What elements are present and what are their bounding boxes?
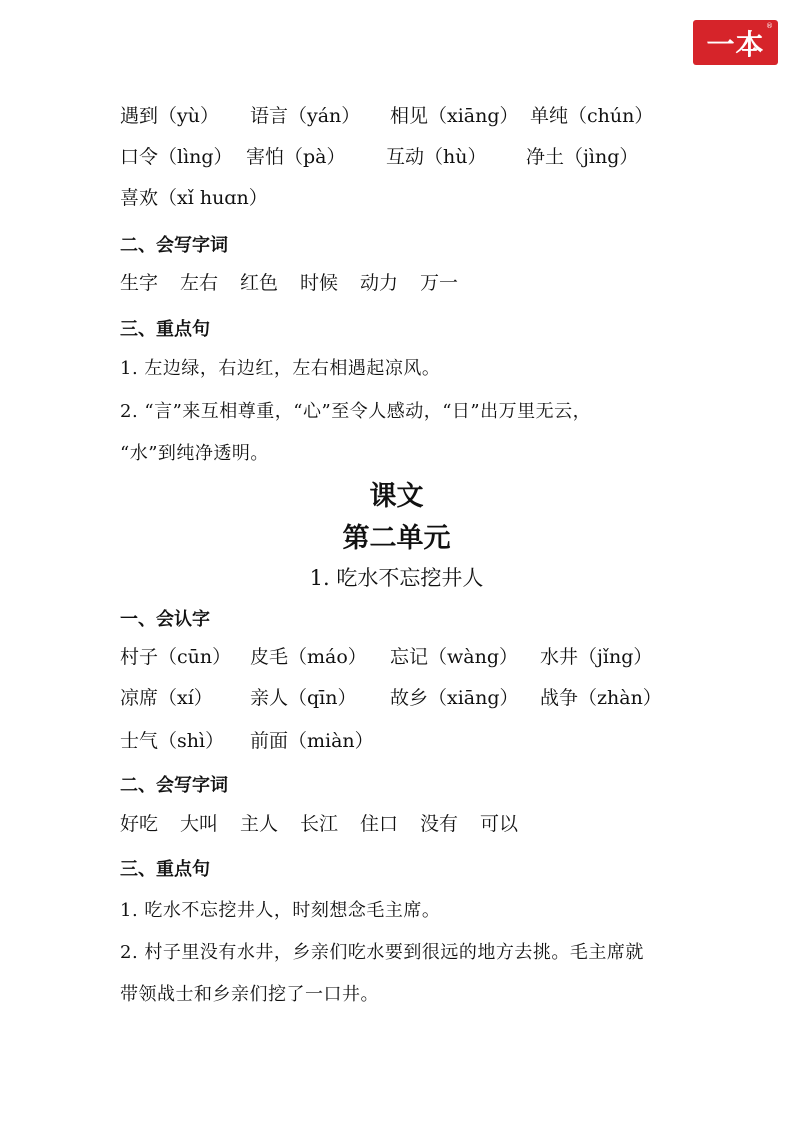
sentence-line: 2. 村子里没有水井，乡亲们吃水要到很远的地方去挑。毛主席就 xyxy=(120,942,644,963)
pinyin-item: 相见（xiāng） xyxy=(390,105,519,127)
word-item: 万一 xyxy=(420,272,459,294)
pinyin-item: 语言（yán） xyxy=(250,105,361,127)
word-item: 好吃 xyxy=(120,813,159,835)
pinyin-item: 喜欢（xǐ huɑn） xyxy=(120,187,268,209)
word-item: 可以 xyxy=(480,813,519,835)
pinyin-item: 凉席（xí） xyxy=(120,687,213,709)
main-title: 课文 xyxy=(369,481,424,512)
lesson-title: 1. 吃水不忘挖井人 xyxy=(309,566,484,590)
logo-text: 一本 xyxy=(706,27,765,61)
word-item: 时候 xyxy=(300,272,339,294)
word-item: 红色 xyxy=(240,272,279,294)
word-item: 动力 xyxy=(360,272,399,294)
pinyin-item: 士气（shì） xyxy=(120,730,225,752)
pinyin-item: 村子（cūn） xyxy=(120,646,232,668)
section-heading-write-2: 二、会写字词 xyxy=(120,775,228,796)
brand-logo xyxy=(693,20,778,65)
pinyin-item: 故乡（xiāng） xyxy=(390,687,519,709)
pinyin-item: 口令（lìng） xyxy=(120,146,233,168)
pinyin-item: 遇到（yù） xyxy=(120,105,219,127)
pinyin-item: 单纯（chún） xyxy=(530,105,654,127)
word-item: 没有 xyxy=(420,813,459,835)
word-item: 大叫 xyxy=(180,813,219,835)
pinyin-item: 害怕（pà） xyxy=(246,146,346,168)
pinyin-item: 皮毛（máo） xyxy=(250,646,367,668)
registered-mark: ® xyxy=(766,22,774,30)
unit-title: 第二单元 xyxy=(342,523,451,554)
word-item: 主人 xyxy=(240,813,279,835)
pinyin-item: 净土（jìng） xyxy=(526,146,639,168)
section-heading-sentences-2: 三、重点句 xyxy=(120,859,210,880)
sentence-line: 1. 吃水不忘挖井人，时刻想念毛主席。 xyxy=(120,900,441,921)
sentence-line: 带领战士和乡亲们挖了一口井。 xyxy=(120,984,379,1005)
pinyin-item: 亲人（qīn） xyxy=(250,687,357,709)
pinyin-item: 前面（miàn） xyxy=(250,730,374,752)
word-item: 左右 xyxy=(180,272,219,294)
word-item: 生字 xyxy=(120,272,159,294)
word-item: 住口 xyxy=(360,813,399,835)
sentence-line: 2. “言”来互相尊重，“心”至令人感动，“日”出万里无云， xyxy=(120,401,592,422)
sentence-line: 1. 左边绿，右边红，左右相遇起凉风。 xyxy=(120,358,441,379)
pinyin-item: 忘记（wàng） xyxy=(390,646,518,668)
section-heading-sentences: 三、重点句 xyxy=(120,319,210,340)
pinyin-item: 战争（zhàn） xyxy=(540,687,662,709)
word-item: 长江 xyxy=(300,813,339,835)
pinyin-item: 互动（hù） xyxy=(386,146,487,168)
pinyin-item: 水井（jǐng） xyxy=(540,646,653,668)
section-heading-write: 二、会写字词 xyxy=(120,235,228,256)
section-heading-recognize: 一、会认字 xyxy=(120,609,210,630)
sentence-line: “水”到纯净透明。 xyxy=(120,443,269,464)
